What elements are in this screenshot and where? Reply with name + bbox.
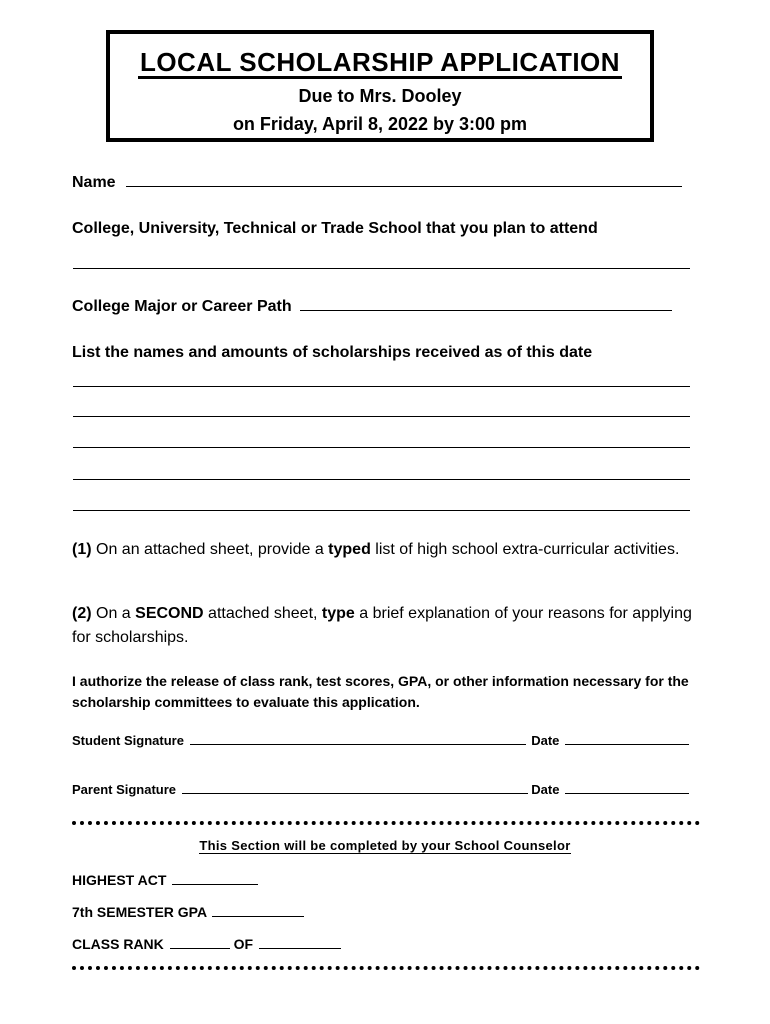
major-blank[interactable]	[300, 296, 672, 311]
of-label: OF	[233, 936, 254, 952]
dotted-divider-bottom	[72, 966, 700, 970]
instruction-1-text-c: list of high school extra-curricular activities.	[370, 541, 680, 558]
instruction-1-number: (1)	[72, 541, 92, 558]
instruction-2-emphasis-type: type	[321, 605, 355, 622]
instruction-2	[72, 602, 712, 650]
gpa-label: 7th SEMESTER GPA	[72, 904, 207, 920]
act-blank[interactable]	[172, 872, 258, 885]
parent-date-blank[interactable]	[565, 782, 689, 794]
scholarship-line[interactable]	[73, 416, 690, 417]
dotted-divider-top	[72, 821, 700, 825]
class-rank-label: CLASS RANK	[72, 936, 164, 952]
authorization-statement: I authorize the release of class rank, test scores, GPA, or other information necessary for the scholarship committees to evaluate this application.	[72, 673, 689, 710]
major-field	[72, 296, 672, 316]
title-box	[106, 30, 654, 142]
instruction-2-text-a: On a	[91, 605, 136, 622]
instruction-1-emphasis: typed	[328, 541, 371, 558]
gpa-field	[72, 904, 304, 920]
name-blank[interactable]	[126, 172, 682, 187]
counselor-section-heading	[0, 838, 770, 853]
name-field	[72, 172, 682, 192]
form-title: LOCAL SCHOLARSHIP APPLICATION	[139, 47, 621, 77]
student-signature-label: Student Signature	[72, 733, 184, 748]
class-size-blank[interactable]	[259, 936, 341, 949]
due-line-1: Due to Mrs. Dooley	[298, 86, 462, 106]
parent-signature-label: Parent Signature	[72, 782, 177, 797]
instruction-2-text-e: a brief explanation of your reasons for applying for scholarships.	[72, 605, 692, 646]
school-blank[interactable]	[73, 268, 690, 269]
instruction-1-text-a: On an attached sheet, provide a	[91, 541, 329, 558]
parent-date-label: Date	[531, 782, 560, 797]
due-line-2: on Friday, April 8, 2022 by 3:00 pm	[232, 114, 528, 134]
act-field	[72, 872, 258, 888]
scholarship-line[interactable]	[73, 386, 690, 387]
instruction-1	[72, 538, 712, 562]
scholarship-line[interactable]	[73, 479, 690, 480]
parent-signature-row	[72, 782, 689, 797]
major-label: College Major or Career Path	[72, 298, 292, 315]
student-date-blank[interactable]	[565, 733, 689, 745]
parent-signature-blank[interactable]	[182, 782, 528, 794]
counselor-heading-text: This Section will be completed by your School Counselor	[199, 838, 571, 853]
instruction-2-number: (2)	[72, 605, 92, 622]
scholarships-label: List the names and amounts of scholarships received as of this date	[72, 344, 593, 361]
student-date-label: Date	[531, 733, 560, 748]
class-rank-field	[72, 936, 341, 952]
name-label: Name	[72, 174, 116, 191]
act-label: HIGHEST ACT	[72, 872, 167, 888]
instruction-2-emphasis-second: SECOND	[135, 605, 204, 622]
instruction-2-text-c: attached sheet,	[203, 605, 322, 622]
student-signature-blank[interactable]	[190, 733, 526, 745]
scholarship-line[interactable]	[73, 510, 690, 511]
class-rank-blank[interactable]	[170, 936, 230, 949]
gpa-blank[interactable]	[212, 904, 304, 917]
school-label: College, University, Technical or Trade School that you plan to attend	[72, 220, 598, 237]
scholarship-line[interactable]	[73, 447, 690, 448]
student-signature-row	[72, 733, 689, 748]
